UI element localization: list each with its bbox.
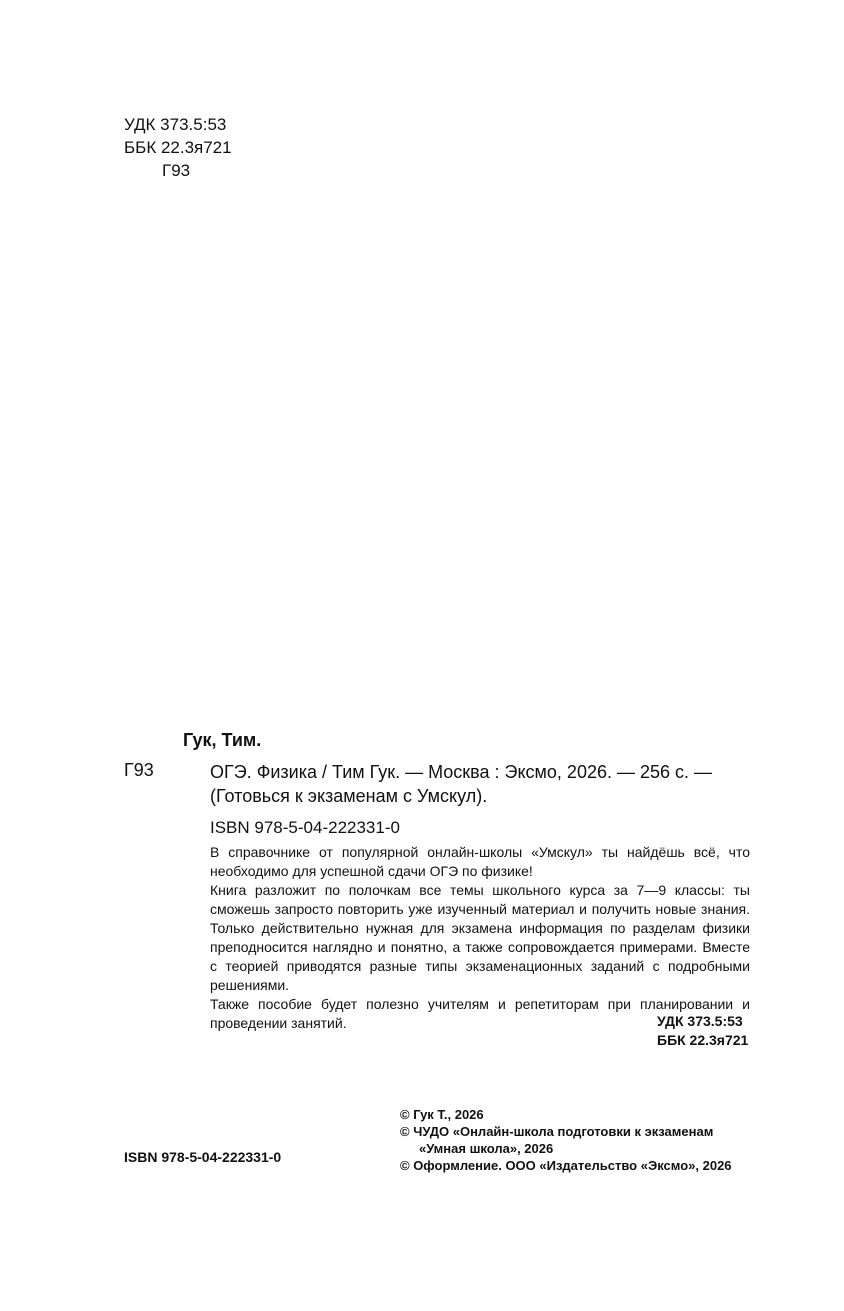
bibliographic-description — [210, 760, 712, 808]
annotation — [210, 843, 750, 1033]
copyright-block — [400, 1106, 732, 1174]
copyright-author: © Гук Т., 2026 — [400, 1107, 484, 1122]
right-classification-codes — [657, 1012, 748, 1050]
isbn-entry: ISBN 978-5-04-222331-0 — [210, 818, 400, 837]
title-line-2: (Готовься к экзаменам с Умскул). — [210, 786, 488, 806]
copyright-design: © Оформление. ООО «Издательство «Эксмо», 2026 — [400, 1158, 732, 1173]
annotation-paragraph: В справочнике от популярной онлайн-школы «Умскул» ты найдёшь всё, что необходимо для успешной сдачи ОГЭ по физике! — [210, 844, 750, 879]
copyright-school-cont: «Умная школа», 2026 — [419, 1141, 554, 1156]
bbk-code-right: ББК 22.3я721 — [657, 1032, 749, 1048]
bbk-code: ББК 22.3я721 — [124, 138, 232, 157]
annotation-paragraph: Книга разложит по полочкам все темы школьного курса за 7—9 классы: ты сможешь запросто повторить уже изученный материал и получить новые знания. Только действительно нужная для экзамена информация по разделам физики преподносится наглядно и понятно, а также сопровождается примерами. Вместе с теорией приводятся разные типы экзаменационных заданий с подробными решениями. — [210, 882, 750, 993]
copyright-school: © ЧУДО «Онлайн-школа подготовки к экзаменам — [400, 1124, 714, 1139]
title-line-1: ОГЭ. Физика / Тим Гук. — Москва : Эксмо, 2026. — 256 с. — — [210, 762, 713, 782]
isbn-bottom: ISBN 978-5-04-222331-0 — [124, 1149, 282, 1165]
entry-cutter-code: Г93 — [124, 760, 154, 780]
header-classification-codes — [124, 113, 232, 182]
udk-code: УДК 373.5:53 — [124, 115, 227, 134]
cutter-code: Г93 — [162, 161, 191, 180]
author-name: Гук, Тим. — [183, 730, 262, 750]
annotation-paragraph: Также пособие будет полезно учителям и репетиторам при планировании и проведении занятий. — [210, 996, 750, 1031]
udk-code-right: УДК 373.5:53 — [657, 1013, 743, 1029]
